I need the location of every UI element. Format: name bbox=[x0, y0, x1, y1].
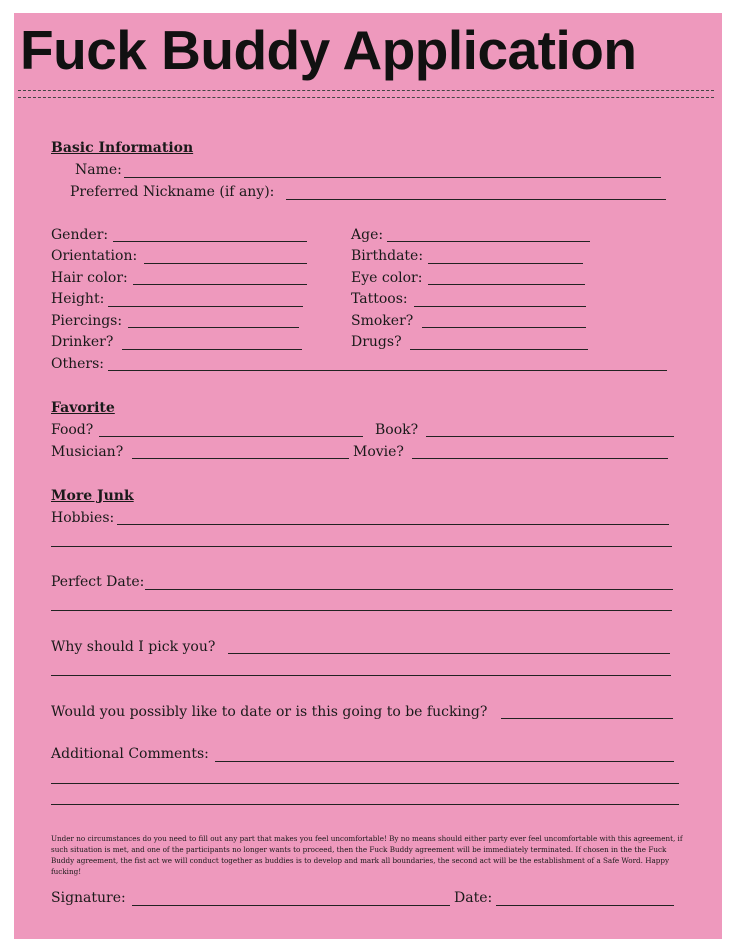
why-pick-label: Why should I pick you? bbox=[51, 639, 216, 655]
food-label: Food? bbox=[51, 422, 94, 438]
smoker-label: Smoker? bbox=[351, 313, 414, 329]
date-line[interactable] bbox=[496, 905, 674, 906]
tattoos-line[interactable] bbox=[414, 306, 586, 307]
book-line[interactable] bbox=[426, 436, 674, 437]
form-title: Fuck Buddy Application bbox=[20, 19, 637, 81]
name-label: Name: bbox=[75, 162, 122, 178]
food-line[interactable] bbox=[99, 436, 363, 437]
age-label: Age: bbox=[351, 227, 384, 243]
why-pick-line[interactable] bbox=[228, 653, 670, 654]
signature-line[interactable] bbox=[132, 905, 450, 906]
comments-line-1[interactable] bbox=[215, 761, 674, 762]
drugs-label: Drugs? bbox=[351, 334, 402, 350]
gender-line[interactable] bbox=[113, 241, 307, 242]
comments-line-3[interactable] bbox=[51, 804, 679, 805]
tattoos-label: Tattoos: bbox=[351, 291, 408, 307]
perfect-date-label: Perfect Date: bbox=[51, 574, 145, 590]
disclaimer-text: Under no circumstances do you need to fill out any part that makes you feel uncomfortable! By no means should either party ever feel uncomfortable with this agreement, if such situation is met, and one of the participants no longer wants to proceed, then the Fuck Buddy agreement will be immediately terminated. If chosen in the the Fuck Buddy agreement, the fist act we will conduct together as buddies is to develop and mark all boundaries, the second act will be the establishment of a Safe Word. Happy fucking! bbox=[51, 834, 683, 876]
book-label: Book? bbox=[375, 422, 419, 438]
hobbies-label: Hobbies: bbox=[51, 510, 115, 526]
drinker-label: Drinker? bbox=[51, 334, 114, 350]
comments-line-2[interactable] bbox=[51, 783, 679, 784]
perfect-date-line-2[interactable] bbox=[51, 610, 672, 611]
date-label: Date: bbox=[454, 890, 493, 906]
eye-color-label: Eye color: bbox=[351, 270, 423, 286]
nickname-line[interactable] bbox=[286, 199, 666, 200]
additional-comments-label: Additional Comments: bbox=[51, 746, 209, 762]
nickname-label: Preferred Nickname (if any): bbox=[70, 184, 275, 200]
title-divider bbox=[18, 90, 714, 98]
others-label: Others: bbox=[51, 356, 104, 372]
hair-color-line[interactable] bbox=[133, 284, 307, 285]
hobbies-line-2[interactable] bbox=[51, 546, 672, 547]
hair-color-label: Hair color: bbox=[51, 270, 128, 286]
smoker-line[interactable] bbox=[422, 327, 586, 328]
section-more-junk: More Junk bbox=[51, 488, 134, 504]
application-form bbox=[14, 13, 722, 939]
others-line[interactable] bbox=[108, 370, 667, 371]
movie-line[interactable] bbox=[412, 458, 668, 459]
musician-line[interactable] bbox=[132, 458, 349, 459]
age-line[interactable] bbox=[387, 241, 590, 242]
drinker-line[interactable] bbox=[122, 349, 302, 350]
date-or-fuck-label: Would you possibly like to date or is this going to be fucking? bbox=[51, 704, 488, 720]
movie-label: Movie? bbox=[353, 444, 404, 460]
section-favorite: Favorite bbox=[51, 400, 115, 416]
orientation-line[interactable] bbox=[144, 263, 307, 264]
name-line[interactable] bbox=[124, 177, 661, 178]
date-or-fuck-line[interactable] bbox=[501, 718, 673, 719]
birthdate-line[interactable] bbox=[428, 263, 583, 264]
perfect-date-line[interactable] bbox=[145, 589, 673, 590]
section-basic-information: Basic Information bbox=[51, 140, 194, 156]
musician-label: Musician? bbox=[51, 444, 124, 460]
piercings-line[interactable] bbox=[128, 327, 299, 328]
gender-label: Gender: bbox=[51, 227, 109, 243]
piercings-label: Piercings: bbox=[51, 313, 123, 329]
eye-color-line[interactable] bbox=[428, 284, 585, 285]
birthdate-label: Birthdate: bbox=[351, 248, 424, 264]
drugs-line[interactable] bbox=[410, 349, 588, 350]
height-line[interactable] bbox=[108, 306, 303, 307]
signature-label: Signature: bbox=[51, 890, 126, 906]
hobbies-line[interactable] bbox=[117, 524, 669, 525]
why-pick-line-2[interactable] bbox=[51, 675, 671, 676]
height-label: Height: bbox=[51, 291, 105, 307]
orientation-label: Orientation: bbox=[51, 248, 138, 264]
